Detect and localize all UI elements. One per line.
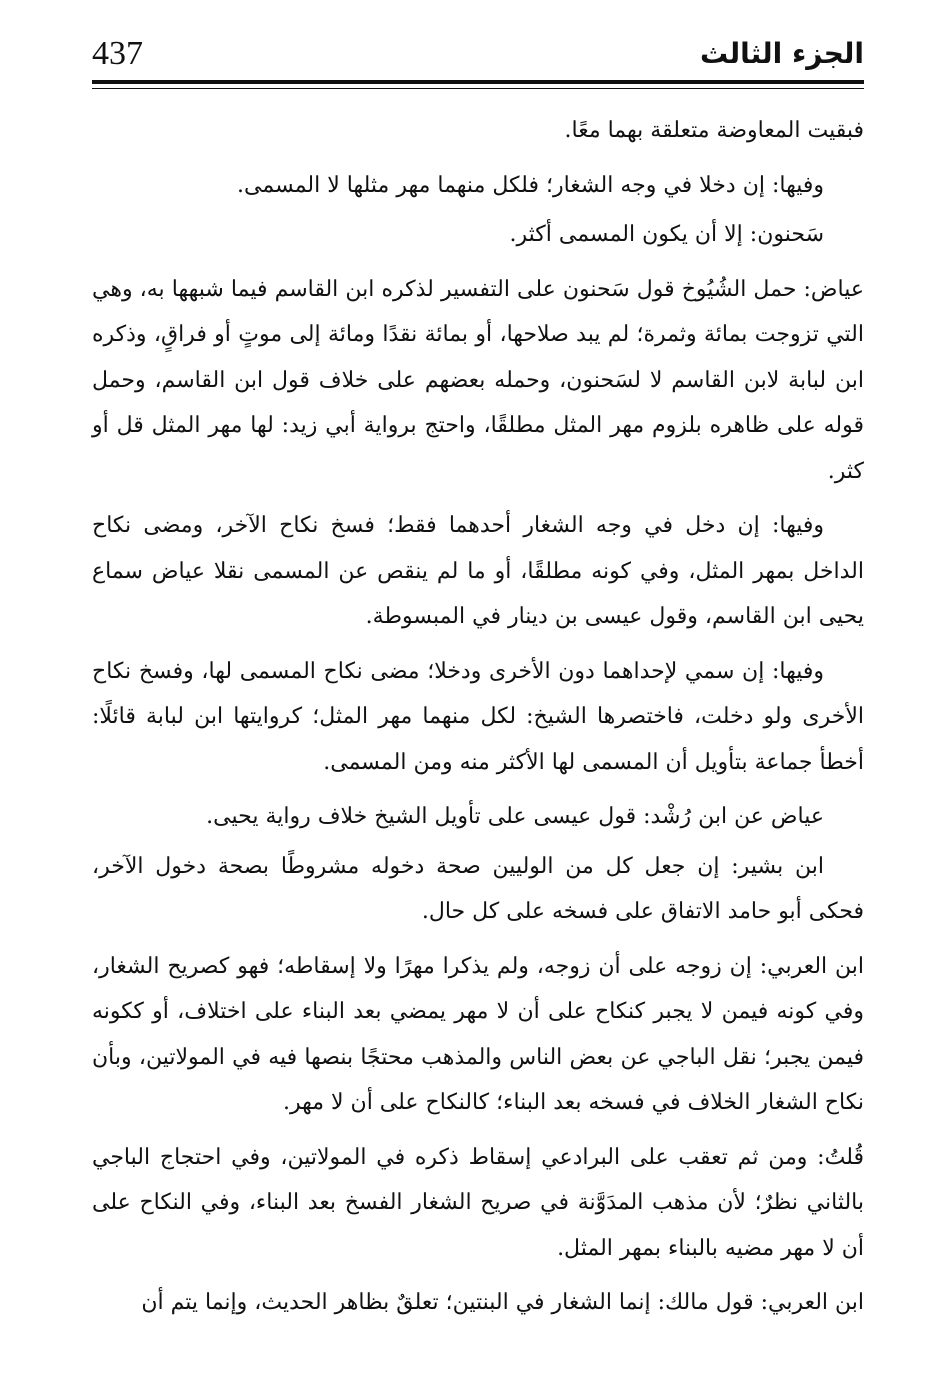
paragraph: قُلتُ: ومن ثم تعقب على البرادعي إسقاط ذكره في المولاتين، وفي احتجاج الباجي بالثاني نظرٌ؛ لأن مذهب المدَوَّنة في صريح الشغار الفسخ بعد البناء، وفي النكاح على أن لا مهر مضيه بالبناء بمهر المثل. <box>92 1144 864 1261</box>
paragraph: عياض: حمل الشُيُوخ قول سَحنون على التفسير لذكره ابن القاسم فيما شبهها به، وهي التي تزوجت بمائة وثمرة؛ لم يبد صلاحها، أو بمائة نقدًا ومائة إلى موتٍ أو فراقٍ، وذكره ابن لبابة لابن القاسم لا لسَحنون، وحمله بعضهم على خلاف قول ابن القاسم، وحمل قوله على ظاهره بلزوم مهر المثل مطلقًا، واحتج برواية أبي زيد: لها مهر المثل قل أو كثر. <box>92 276 864 484</box>
page-number: 437 <box>92 35 143 72</box>
paragraph: ابن العربي: قول مالك: إنما الشغار في البنتين؛ تعلقٌ بظاهر الحديث، وإنما يتم أن <box>141 1290 864 1315</box>
running-title: الجزء الثالث <box>700 37 864 70</box>
header-rule-thin <box>92 88 864 89</box>
paragraph: سَحنون: إلا أن يكون المسمى أكثر. <box>509 222 824 247</box>
page-header <box>92 30 864 84</box>
paragraph: وفيها: إن سمي لإحداهما دون الأخرى ودخلا؛ مضى نكاح المسمى لها، وفسخ نكاح الأخرى ولو دخلت، فاختصرها الشيخ: لكل منهما مهر المثل؛ كروايتها ابن لبابة قائلًا: أخطأ جماعة بتأويل أن المسمى لها الأكثر منه ومن المسمى. <box>92 658 864 775</box>
paragraph: ابن العربي: إن زوجه على أن زوجه، ولم يذكرا مهرًا ولا إسقاطه؛ فهو كصريح الشغار، وفي كونه فيمن لا يجبر كنكاح على أن لا مهر يمضي بعد البناء على اختلاف، أو ككونه فيمن يجبر؛ نقل الباجي عن بعض الناس والمذهب محتجًا بنصها فيه في المولاتين، وبأن نكاح الشغار الخلاف في فسخه بعد البناء؛ كالنكاح على أن لا مهر. <box>92 953 865 1115</box>
body-text <box>92 108 864 1335</box>
paragraph: ابن بشير: إن جعل كل من الوليين صحة دخوله مشروطًا بصحة دخول الآخر، فحكى أبو حامد الاتفاق على فسخه على كل حال. <box>92 853 864 924</box>
paragraph: وفيها: إن دخل في وجه الشغار أحدهما فقط؛ فسخ نكاح الآخر، ومضى نكاح الداخل بمهر المثل، وفي كونه مطلقًا، أو ما لم ينقص عن المسمى نقلا عياض سماع يحيى ابن القاسم، وقول عيسى بن دينار في المبسوطة. <box>92 513 864 629</box>
paragraph: وفيها: إن دخلا في وجه الشغار؛ فلكل منهما مهر مثلها لا المسمى. <box>237 172 824 198</box>
paragraph: عياض عن ابن رُشْد: قول عيسى على تأويل الشيخ خلاف رواية يحيى. <box>206 804 824 829</box>
paragraph: فبقيت المعاوضة متعلقة بهما معًا. <box>564 118 864 143</box>
header-rule-thick <box>92 80 864 84</box>
